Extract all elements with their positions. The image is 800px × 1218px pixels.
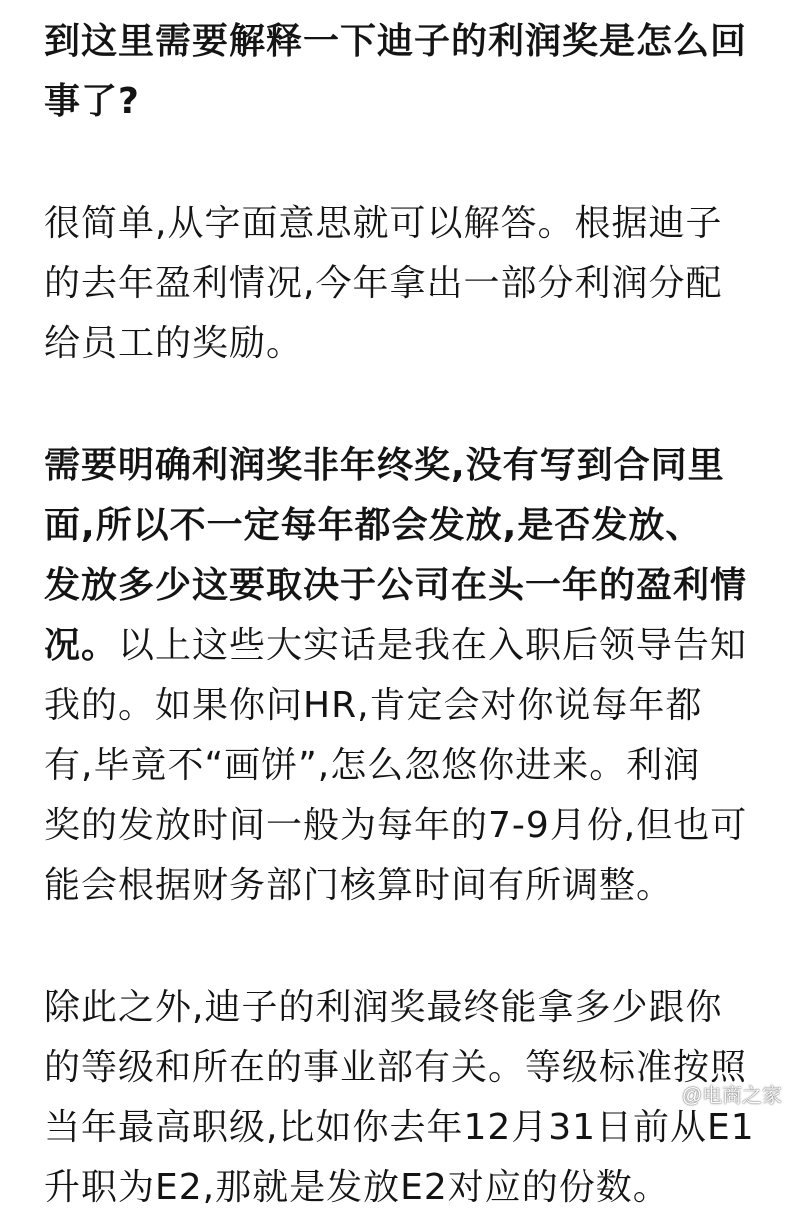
paragraph-gap	[44, 374, 764, 436]
paragraph-2	[44, 436, 764, 916]
paragraph-line: 能会根据财务部门核算时间有所调整。	[44, 865, 674, 906]
weibo-icon	[650, 1083, 676, 1105]
bold-line: 面,所以不一定每年都会发放,是否发放、	[44, 505, 703, 546]
paragraph-line: 的去年盈利情况,今年拿出一部分利润分配	[44, 263, 723, 304]
title-line-1: 到这里需要解释一下迪子的利润奖是怎么回	[44, 21, 748, 62]
paragraph-gap	[44, 916, 764, 978]
bold-line: 发放多少这要取决于公司在头一年的盈利情	[44, 565, 748, 606]
title-line-2: 事了?	[44, 81, 140, 122]
normal-segment: 以上这些大实话是我在入职后领导告知	[118, 625, 748, 666]
paragraph-line: 我的。如果你问HR,肯定会对你说每年都	[44, 685, 703, 726]
article-body	[44, 0, 764, 1218]
paragraph-gap	[44, 132, 764, 194]
watermark-text: @电商之家	[681, 1085, 782, 1107]
mixed-line	[44, 616, 764, 676]
paragraph-line: 很简单,从字面意思就可以解答。根据迪子	[44, 203, 723, 244]
paragraph-line: 给员工的奖励。	[44, 323, 304, 364]
paragraph-line: 奖的发放时间一般为每年的7-9月份,但也可	[44, 805, 748, 846]
paragraph-line: 除此之外,迪子的利润奖最终能拿多少跟你	[44, 987, 723, 1028]
paragraph-line: 的等级和所在的事业部有关。等级标准按照	[44, 1047, 748, 1088]
paragraph-1	[44, 194, 764, 374]
bold-segment: 况。	[44, 625, 119, 666]
bold-line: 需要明确利润奖非年终奖,没有写到合同里	[44, 445, 725, 486]
paragraph-line: 有,毕竟不“画饼”,怎么忽悠你进来。利润	[44, 745, 701, 786]
paragraph-line: 升职为E2,那就是发放E2对应的份数。	[44, 1167, 670, 1208]
watermark	[650, 1079, 782, 1108]
paragraph-line: 当年最高职级,比如你去年12月31日前从E1	[44, 1107, 755, 1148]
